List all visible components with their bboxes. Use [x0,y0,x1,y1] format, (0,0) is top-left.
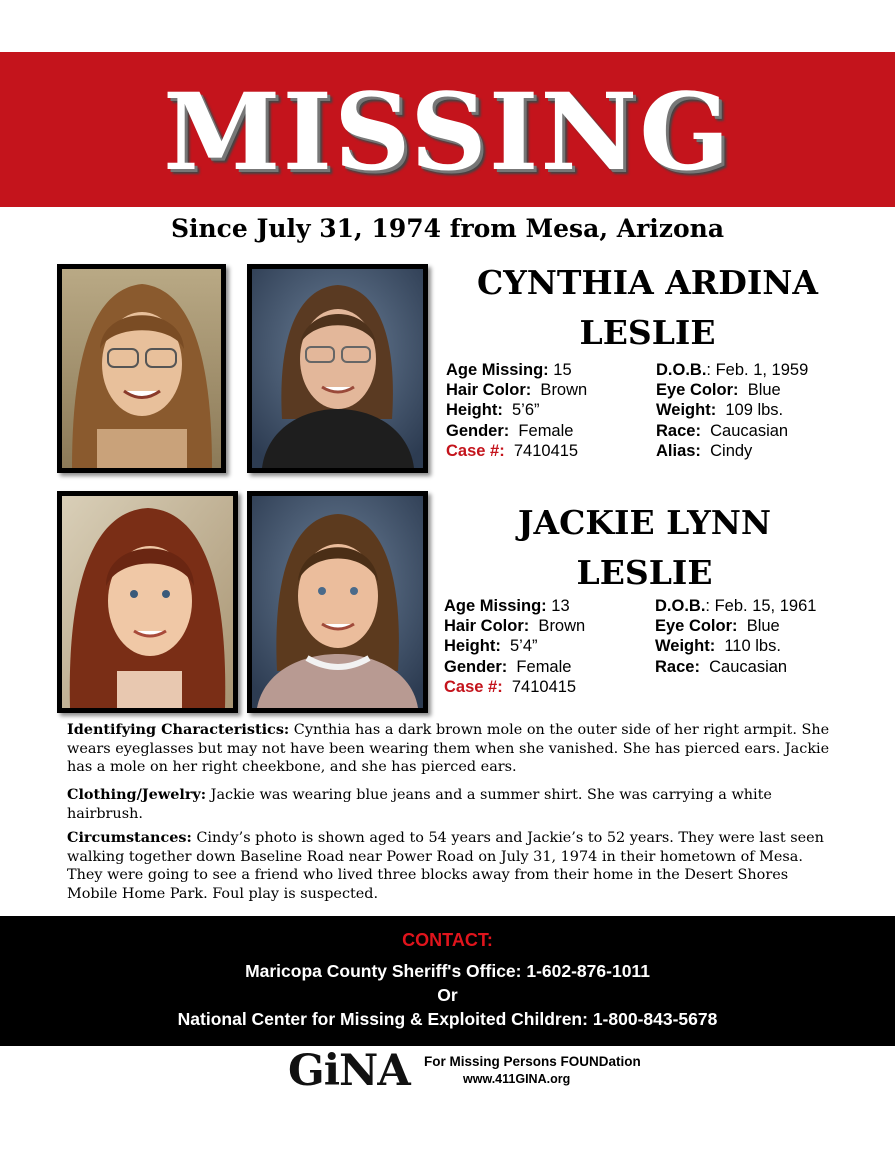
info-value: : Feb. 1, 1959 [706,361,809,379]
info-label: Hair Color: [446,381,532,400]
info-label: Gender: [444,657,508,676]
info-label: Weight: [656,401,717,420]
clothing-text: Jackie was wearing blue jeans and a summer shirt. She was carrying a white hairbrush. [67,787,772,822]
contact-panel [0,916,895,1046]
gina-logo-mark: GiNA [288,1046,410,1096]
info-value: Brown [529,617,586,636]
info-row [655,616,816,636]
gina-url: www.411GINA.org [463,1072,571,1086]
info-value: 109 lbs. [716,401,784,420]
info-row [444,596,585,616]
contact-sheriff: Maricopa County Sheriff's Office: 1-602-876-1011 [245,961,650,981]
info-value: Brown [531,381,588,400]
clothing-jewelry [67,786,837,823]
jackie-photo-1974 [57,491,238,713]
case-number-value: 7410415 [502,677,577,696]
info-row [444,657,585,677]
info-label: Weight: [655,637,716,656]
info-value: Caucasian [700,421,789,440]
circumstances-text: Cindy’s photo is shown aged to 54 years and Jackie’s to 52 years. They were last seen walking together down Baseline Road near Power Road on July 31, 1974 in their hometown of Mesa. They were going to see a friend who lived three blocks away from their home in the Desert Shores Mobile Home Park. Foul play is suspected. [67,830,824,903]
info-row [446,380,587,400]
cynthia-info-left [446,360,587,461]
cynthia-name [440,258,855,358]
info-row [444,616,585,636]
info-value: 110 lbs. [715,637,781,656]
info-row [656,441,808,461]
info-label: D.O.B. [656,361,707,379]
case-number-value: 7410415 [504,441,579,460]
info-value: Cindy [700,441,753,460]
jackie-info-left [444,596,585,697]
info-row [446,421,587,441]
clothing-label: Clothing/Jewelry: [67,786,207,803]
jackie-photo-age-progressed [247,491,428,713]
jackie-name [437,498,852,598]
info-row [656,380,808,400]
info-row [656,360,808,380]
jackie-name-line2: LESLIE [576,553,713,592]
portrait-placeholder-icon [252,269,423,468]
identifying-characteristics [67,721,837,777]
info-value: Female [509,421,574,440]
info-row [446,360,587,380]
info-row [446,441,587,461]
info-label: Hair Color: [444,617,530,636]
cynthia-photo-1974 [57,264,226,473]
jackie-info-right [655,596,816,677]
info-value: : Feb. 15, 1961 [705,597,817,615]
cynthia-name-line1: CYNTHIA ARDINA [476,263,819,302]
info-label: Eye Color: [655,617,738,636]
circumstances [67,829,837,904]
info-value: 5’6” [502,401,540,420]
info-value: Female [507,657,572,676]
cynthia-name-line2: LESLIE [579,313,716,352]
info-label: D.O.B. [655,597,706,615]
info-value: Caucasian [699,657,788,676]
contact-title: CONTACT: [402,930,493,950]
info-row [444,677,585,697]
info-label: Height: [444,637,501,656]
identifying-text: Cynthia has a dark brown mole on the outer side of her right armpit. She wears eyeglasses but may not have been wearing them when she vanished. She has pierced ears. Jackie has a mole on her right cheekbone, and she has pierced ears. [67,722,830,776]
info-row [655,596,816,616]
info-row [655,657,816,677]
info-value: Blue [737,617,780,636]
cynthia-photo-age-progressed [247,264,428,473]
contact-ncmec: National Center for Missing & Exploited Children: 1-800-843-5678 [177,1009,718,1029]
info-label: Eye Color: [656,381,739,400]
portrait-placeholder-icon [252,496,423,708]
portrait-placeholder-icon [62,496,233,708]
info-value: 15 [548,361,572,379]
info-label: Age Missing: [444,597,547,615]
missing-since-line: Since July 31, 1974 from Mesa, Arizona [170,214,725,243]
info-label: Race: [656,421,701,440]
info-label: Age Missing: [446,361,549,379]
info-row [444,636,585,656]
info-value: 13 [546,597,570,615]
info-row [446,400,587,420]
info-label: Race: [655,657,700,676]
info-row [656,421,808,441]
info-value: Blue [738,381,781,400]
case-number-label: Case #: [444,677,503,696]
identifying-label: Identifying Characteristics: [67,721,290,738]
gina-tagline: For Missing Persons FOUNDation [424,1054,641,1069]
info-row [655,636,816,656]
missing-title: MISSING [163,69,732,194]
info-row [656,400,808,420]
gina-logo [288,1046,641,1096]
circumstances-label: Circumstances: [67,829,192,846]
info-label: Height: [446,401,503,420]
cynthia-info-right [656,360,808,461]
case-number-label: Case #: [446,441,505,460]
jackie-name-line1: JACKIE LYNN [517,503,772,542]
portrait-placeholder-icon [62,269,221,468]
contact-or: Or [437,985,458,1005]
info-label: Alias: [656,441,701,460]
info-value: 5’4” [500,637,538,656]
info-label: Gender: [446,421,510,440]
